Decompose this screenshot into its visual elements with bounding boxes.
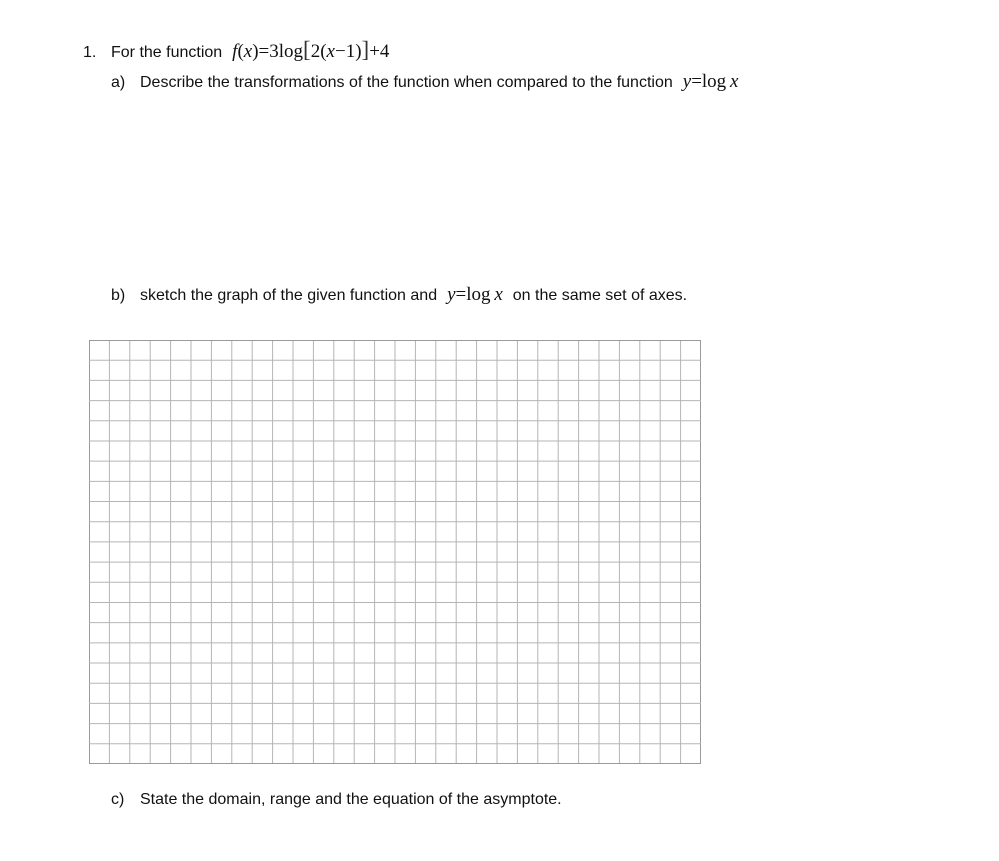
func-right-bracket: ] (361, 37, 370, 62)
part-a-log: log (701, 71, 727, 92)
part-b-function (447, 284, 503, 305)
part-b-y: y (447, 284, 456, 305)
func-four: 4 (379, 41, 390, 62)
question-1-header (83, 37, 390, 63)
part-a-text: Describe the transformations of the function when compared to the function (140, 74, 673, 91)
part-c-label: c) (111, 791, 125, 808)
func-open-paren: ( (237, 41, 244, 62)
func-f: f (232, 41, 238, 62)
question-number: 1. (83, 44, 97, 61)
part-c-text: State the domain, range and the equation of the asymptote. (140, 791, 562, 808)
graph-grid[interactable] (89, 340, 701, 764)
func-one: 1 (345, 41, 356, 62)
func-coef: 3 (269, 41, 279, 62)
part-a-x: x (730, 71, 739, 92)
part-b-equals: = (455, 284, 467, 305)
func-left-bracket: [ (303, 37, 311, 62)
part-b-x: x (494, 284, 503, 305)
func-inner-open: ( (320, 41, 327, 62)
func-plus: + (369, 41, 380, 62)
part-a-function (683, 71, 739, 92)
part-b-text-after: on the same set of axes. (512, 287, 688, 304)
part-b-text-before: sketch the graph of the given function and (140, 287, 438, 304)
part-b-label: b) (111, 287, 126, 304)
part-a-label: a) (111, 74, 126, 91)
question-intro: For the function (111, 44, 223, 61)
part-a-y: y (682, 71, 692, 92)
func-two: 2 (310, 41, 321, 62)
part-a (111, 72, 738, 93)
part-b-log: log (466, 284, 491, 305)
func-x: x (243, 41, 253, 62)
part-c (111, 790, 562, 810)
func-inner-close: ) (355, 41, 362, 62)
func-minus: − (334, 41, 346, 62)
func-inner-x: x (326, 41, 335, 62)
function-expression (232, 37, 390, 62)
part-b (111, 285, 687, 306)
part-a-equals: = (691, 71, 702, 92)
func-equals: = (258, 41, 270, 62)
func-close-paren: ) (252, 41, 259, 62)
func-log: log (278, 41, 304, 62)
